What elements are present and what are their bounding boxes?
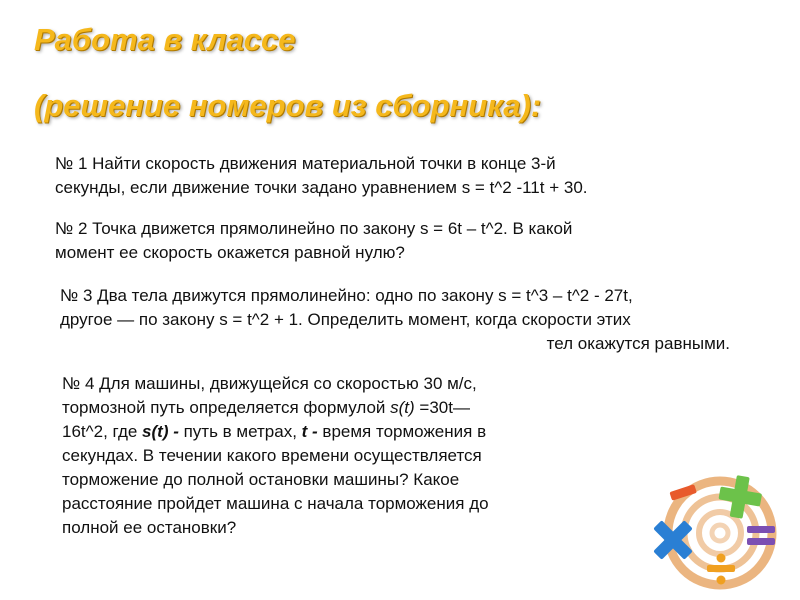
problem-3 (60, 284, 740, 356)
problem-4-text: время торможения в (317, 422, 487, 441)
problem-2-line: момент ее скорость окажется равной нулю? (55, 243, 405, 262)
problem-3-line: тел окажутся равными. (546, 334, 730, 353)
formula-st-bold: s(t) - (142, 422, 179, 441)
problem-4-line: № 4 Для машины, движущейся со скоростью 30 м/с, (62, 374, 477, 393)
problem-2-line: № 2 Точка движется прямолинейно по закону s = 6t – t^2. В какой (55, 219, 573, 238)
problem-4-line: секундах. В течении какого времени осуществляется (62, 446, 482, 465)
problem-4-text: =30t— (414, 398, 470, 417)
problem-4-text: 16t^2, где (62, 422, 143, 441)
problem-1-line: № 1 Найти скорость движения материальной точки в конце 3-й (55, 154, 556, 173)
problem-4-line: полной ее остановки? (62, 518, 237, 537)
problem-4-text: тормозной путь определяется формулой (62, 398, 391, 417)
slide-title-line2: (решение номеров из сборника): (34, 88, 542, 123)
problem-4 (62, 372, 489, 540)
problem-4-line (62, 396, 489, 420)
slide-title-line1: Работа в классе (34, 22, 296, 57)
problem-3-line: другое — по закону s = t^2 + 1. Определить момент, когда скорости этих (60, 310, 631, 329)
formula-st: s(t) (390, 398, 415, 417)
problem-4-line: расстояние пройдет машина с начала торможения до (62, 494, 489, 513)
problem-3-line: № 3 Два тела движутся прямолинейно: одно по закону s = t^3 – t^2 - 27t, (60, 286, 633, 305)
problem-2 (55, 217, 572, 265)
variable-t-bold: t - (301, 422, 318, 441)
math-symbols-icon (645, 468, 785, 593)
problem-1-line: секунды, если движение точки задано уравнением s = t^2 -11t + 30. (55, 178, 588, 197)
problem-4-text: путь в метрах, (178, 422, 302, 441)
problem-4-line (62, 420, 489, 444)
problem-1 (55, 152, 588, 200)
problem-4-line: торможение до полной остановки машины? Какое (62, 470, 460, 489)
